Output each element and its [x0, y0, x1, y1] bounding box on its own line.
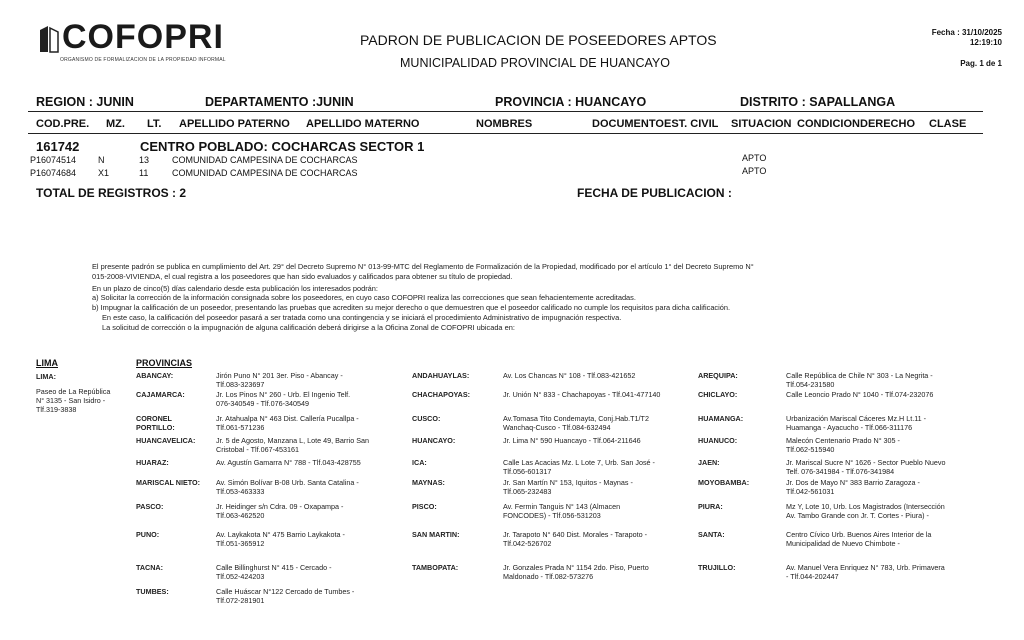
- office-address: [503, 563, 693, 581]
- address-line: Av. Laykakota N° 475 Barrio Laykakota -: [216, 530, 345, 539]
- address-line: Jr. Los Pinos N° 260 - Urb. El Ingenio Telf.: [216, 390, 351, 399]
- office-label: SAN MARTIN:: [412, 530, 460, 539]
- paragraph: En este caso, la calificación del poseedor pasará a ser tratada como una contingencia y se iniciará el procedimiento Administrativo de impugnación respectiva.: [102, 312, 622, 322]
- address-line: Jr. Lima N° 590 Huancayo - Tlf.064-211646: [503, 436, 641, 445]
- office-label: HUANCAVELICA:: [136, 436, 196, 445]
- col-est-civil: EST. CIVIL: [664, 118, 719, 130]
- office-address: [786, 478, 986, 496]
- address-line: Tlf.072-281901: [216, 596, 265, 605]
- col-situacion: SITUACION: [731, 118, 792, 130]
- address-line: Jr. Unión N° 833 - Chachapoyas - Tlf.041-477140: [503, 390, 661, 399]
- office-address: [786, 390, 986, 399]
- address-line: Calle Billinghurst N° 415 - Cercado -: [216, 563, 332, 572]
- office-address: [786, 458, 986, 476]
- office-address: [216, 502, 406, 520]
- address-line: Tlf.065-232483: [503, 487, 552, 496]
- address-line: Tlf.042-526702: [503, 539, 552, 548]
- col-mz: MZ.: [106, 118, 125, 130]
- address-line: - Tlf.044-202447: [786, 572, 839, 581]
- address-line: Jr. Atahualpa N° 463 Dist. Callería Pucallpa -: [216, 414, 359, 423]
- fecha-publicacion: FECHA DE PUBLICACION :: [577, 186, 732, 200]
- row-lt: 13: [139, 155, 150, 165]
- address-line: Av. Los Chancas N° 108 - Tlf.083-421652: [503, 371, 636, 380]
- office-address: [503, 458, 693, 476]
- address-line: Av. Simón Bolívar B-08 Urb. Santa Catalina -: [216, 478, 359, 487]
- office-address: [503, 502, 693, 520]
- office-label: MAYNAS:: [412, 478, 445, 487]
- logo-text: COFOPRI: [62, 18, 224, 56]
- office-address: [786, 414, 986, 432]
- document-title: PADRON DE PUBLICACION DE POSEEDORES APTOS: [360, 32, 717, 48]
- col-nombres: NOMBRES: [476, 118, 533, 130]
- print-date: [932, 28, 1002, 48]
- office-label: JAEN:: [698, 458, 720, 467]
- region-label: REGION : JUNIN: [36, 95, 134, 109]
- address-line: Jr. San Martín N° 153, Iquitos - Maynas -: [503, 478, 633, 487]
- legal-text: [92, 262, 912, 333]
- address-line: Calle Las Acacias Mz. L Lote 7, Urb. San José -: [503, 458, 655, 467]
- office-label: HUAMANGA:: [698, 414, 744, 423]
- office-label: TUMBES:: [136, 587, 169, 596]
- office-label: SANTA:: [698, 530, 725, 539]
- office-label: PASCO:: [136, 502, 164, 511]
- address-line: Jirón Puno N° 201 3er. Piso - Abancay -: [216, 371, 343, 380]
- address-line: Av. Agustín Gamarra N° 788 - Tlf.043-428755: [216, 458, 361, 467]
- office-address: [503, 371, 693, 380]
- distrito-label: DISTRITO : SAPALLANGA: [740, 95, 896, 109]
- paragraph: b) Impugnar la calificación de un poseedor, presentando las pruebas que acrediten su mejor derecho o que demuestren que el poseedor calificado no cumple los requisitos para dicha calificación.: [92, 303, 731, 313]
- office-label: CAJAMARCA:: [136, 390, 185, 399]
- office-label: TAMBOPATA:: [412, 563, 459, 572]
- address-line: Tlf.061-571236: [216, 423, 265, 432]
- office-label: MARISCAL NIETO:: [136, 478, 201, 487]
- col-documento: DOCUMENTO: [592, 118, 664, 130]
- cofopri-logo: [38, 18, 238, 70]
- address-line: Tlf.054-231580: [786, 380, 835, 389]
- address-line: Av. Tambo Grande con Jr. T. Cortes - Piura) -: [786, 511, 929, 520]
- office-label: ICA:: [412, 458, 427, 467]
- address-line: Urbanización Mariscal Cáceres Mz.H Lt.11 -: [786, 414, 927, 423]
- office-label: AREQUIPA:: [698, 371, 738, 380]
- row-situacion: APTO: [742, 153, 767, 163]
- address-line: Malecón Centenario Prado N° 305 -: [786, 436, 900, 445]
- print-date-value: Fecha : 31/10/2025: [931, 28, 1002, 37]
- lima-label: LIMA:: [36, 372, 56, 381]
- office-address: [503, 436, 693, 445]
- address-line: Tlf.042-561031: [786, 487, 835, 496]
- office-address: [216, 371, 406, 389]
- address-line: Jr. Dos de Mayo N° 383 Barrio Zaragoza -: [786, 478, 920, 487]
- row-cod: P16074514: [30, 155, 77, 165]
- address-line: Av.Tomasa Tito Condemayta, Conj.Hab.T1/T2: [503, 414, 649, 423]
- paragraph: La solicitud de corrección o la impugnación de alguna calificación deberá dirigirse a la Oficina Zonal de COFOPRI ubicada en:: [102, 322, 515, 332]
- col-derecho: DERECHO: [860, 118, 916, 130]
- centro-name: CENTRO POBLADO: COCHARCAS SECTOR 1: [140, 139, 425, 154]
- address-line: Tlf.052-424203: [216, 572, 265, 581]
- office-address: [216, 390, 406, 408]
- office-label: CHACHAPOYAS:: [412, 390, 471, 399]
- row-mz: X1: [98, 168, 110, 178]
- address-line: Wanchaq-Cusco - Tlf.084-632494: [503, 423, 611, 432]
- row-situacion: APTO: [742, 166, 767, 176]
- cofopri-logo-mark-icon: [38, 24, 60, 54]
- col-condicion: CONDICION: [797, 118, 860, 130]
- office-address: [216, 563, 406, 581]
- address-line: Tlf.063-462520: [216, 511, 265, 520]
- address-line: Huamanga - Ayacucho - Tlf.066-311176: [786, 423, 913, 432]
- address-line: Jr. Heidinger s/n Cdra. 09 - Oxapampa -: [216, 502, 344, 511]
- lima-address: [36, 387, 131, 414]
- address-line: Telf. 076-341984 - Tlf.076-341984: [786, 467, 895, 476]
- departamento-label: DEPARTAMENTO :JUNIN: [205, 95, 354, 109]
- address-line: Tlf.051-365912: [216, 539, 265, 548]
- centro-code: 161742: [36, 139, 80, 154]
- address-line: N° 3135 - San Isidro -: [36, 396, 106, 405]
- address-line: Tlf.053-463333: [216, 487, 265, 496]
- address-line: Cristobal - Tlf.067-453161: [216, 445, 299, 454]
- paragraph: El presente padrón se publica en cumplimiento del Art. 29° del Decreto Supremo N° 013-99-MTC del Reglamento de Formalización de la Propiedad, modificado por el artículo 1° del Decreto Supremo N°: [92, 262, 754, 271]
- divider: [28, 133, 983, 134]
- address-line: Av. Fermin Tanguis N° 143 (Almacen: [503, 502, 621, 511]
- document-subtitle: MUNICIPALIDAD PROVINCIAL DE HUANCAYO: [400, 56, 670, 70]
- address-line: Tlf.056-601317: [503, 467, 552, 476]
- row-apellido: COMUNIDAD CAMPESINA DE COCHARCAS: [172, 168, 358, 178]
- office-label: PUNO:: [136, 530, 160, 539]
- office-label: HUANCAYO:: [412, 436, 456, 445]
- office-address: [786, 436, 986, 454]
- provincias-heading: PROVINCIAS: [136, 358, 193, 368]
- col-lt: LT.: [147, 118, 162, 130]
- office-address: [786, 563, 986, 581]
- office-label: TACNA:: [136, 563, 164, 572]
- row-cod: P16074684: [30, 168, 77, 178]
- address-line: Jr. Gonzales Prada N° 1154 2do. Piso, Puerto: [503, 563, 649, 572]
- paragraph: 015-2008-VIVIENDA, el cual registra a los poseedores que han sido evaluados y calificados para obtener su título de propiedad.: [92, 271, 513, 281]
- address-line: Calle Huáscar N°122 Cercado de Tumbes -: [216, 587, 355, 596]
- divider: [28, 111, 983, 112]
- office-address: [216, 478, 406, 496]
- office-address: [503, 390, 693, 399]
- office-address: [786, 371, 986, 389]
- office-label: [136, 414, 212, 432]
- office-address: [786, 530, 986, 548]
- office-address: [786, 502, 986, 520]
- office-label: HUANUCO:: [698, 436, 738, 445]
- office-label: ANDAHUAYLAS:: [412, 371, 470, 380]
- office-label: ABANCAY:: [136, 371, 174, 380]
- office-address: [216, 458, 406, 467]
- address-line: Calle Leoncio Prado N° 1040 - Tlf.074-232076: [786, 390, 934, 399]
- col-apellido-paterno: APELLIDO PATERNO: [179, 118, 290, 130]
- office-label: TRUJILLO:: [698, 563, 736, 572]
- page-number: Pag. 1 de 1: [960, 59, 1002, 68]
- total-registros: TOTAL DE REGISTROS : 2: [36, 186, 187, 200]
- print-time-value: 12:19:10: [969, 38, 1002, 47]
- office-address: [216, 587, 406, 605]
- col-clase: CLASE: [929, 118, 967, 130]
- address-line: Municipalidad de Nuevo Chimbote -: [786, 539, 900, 548]
- address-line: Maldonado - Tlf.082-573276: [503, 572, 594, 581]
- address-line: Paseo de La República: [36, 387, 111, 396]
- address-line: 076-340549 - Tlf.076-340549: [216, 399, 309, 408]
- address-line: Jr. Tarapoto N° 640 Dist. Morales - Tarapoto -: [503, 530, 648, 539]
- provincia-label: PROVINCIA : HUANCAYO: [495, 95, 647, 109]
- office-address: [503, 414, 693, 432]
- row-mz: N: [98, 155, 105, 165]
- office-address: [503, 478, 693, 496]
- address-line: Mz Y, Lote 10, Urb. Los Magistrados (Intersección: [786, 502, 945, 511]
- office-address: [216, 436, 406, 454]
- lima-heading: LIMA: [36, 358, 58, 368]
- col-cod-pre: COD.PRE.: [36, 118, 90, 130]
- office-address: [216, 414, 406, 432]
- row-lt: 11: [139, 168, 149, 178]
- address-line: Jr. 5 de Agosto, Manzana L, Lote 49, Barrio San: [216, 436, 370, 445]
- office-address: [503, 530, 693, 548]
- address-line: Calle República de Chile N° 303 - La Negrita -: [786, 371, 933, 380]
- address-line: Jr. Mariscal Sucre N° 1626 - Sector Pueblo Nuevo: [786, 458, 946, 467]
- address-line: Tlf.083-323697: [216, 380, 265, 389]
- office-label-line: CORONEL: [136, 414, 172, 423]
- row-apellido: COMUNIDAD CAMPESINA DE COCHARCAS: [172, 155, 358, 165]
- office-label: MOYOBAMBA:: [698, 478, 750, 487]
- office-address: [216, 530, 406, 548]
- address-line: FONCODES) - Tlf.056-531203: [503, 511, 601, 520]
- paragraph: a) Solicitar la corrección de la información consignada sobre los poseedores, en cuyo caso COFOPRI realiza las correcciones que sean fehacientemente acreditadas.: [92, 293, 636, 303]
- address-line: Centro Cívico Urb. Buenos Aires Interior de la: [786, 530, 932, 539]
- address-line: Av. Manuel Vera Enriquez N° 783, Urb. Primavera: [786, 563, 945, 572]
- address-line: Tlf.319-3838: [36, 405, 77, 414]
- office-label: CHICLAYO:: [698, 390, 738, 399]
- address-line: Tlf.062-515940: [786, 445, 835, 454]
- logo-subtitle: ORGANISMO DE FORMALIZACION DE LA PROPIEDAD INFORMAL: [60, 57, 226, 63]
- office-label: PIURA:: [698, 502, 723, 511]
- office-label: CUSCO:: [412, 414, 441, 423]
- office-label-line: PORTILLO:: [136, 423, 175, 432]
- office-label: PISCO:: [412, 502, 437, 511]
- paragraph: En un plazo de cinco(5) días calendario desde esta publicación los interesados podrán:: [92, 283, 378, 293]
- office-label: HUARAZ:: [136, 458, 169, 467]
- col-apellido-materno: APELLIDO MATERNO: [306, 118, 420, 130]
